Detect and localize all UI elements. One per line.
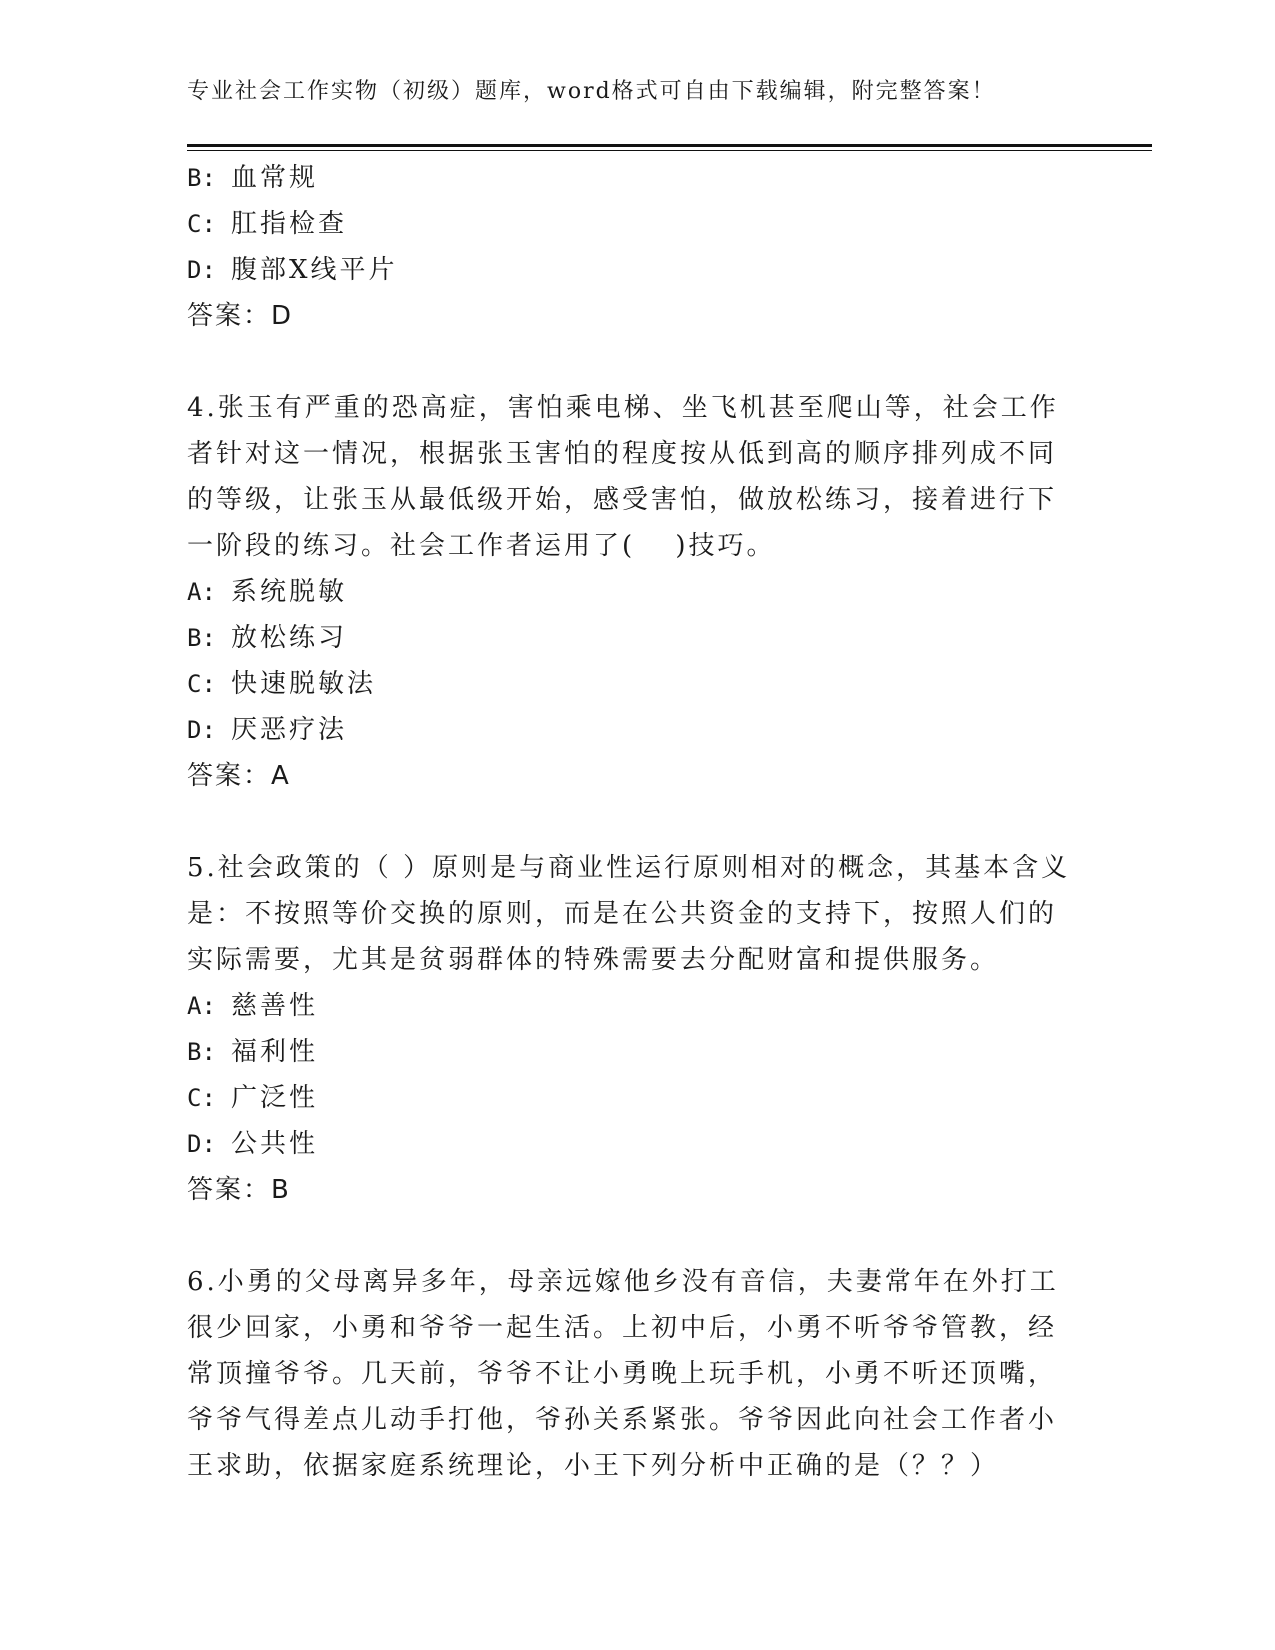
option-letter: D: — [187, 716, 216, 744]
option-letter: C: — [187, 1084, 216, 1112]
stem-line: 很少回家，小勇和爷爷一起生活。上初中后，小勇不听爷爷管教，经 — [187, 1313, 1058, 1343]
question-4-options — [187, 569, 1067, 753]
option-text: 慈善性 — [231, 991, 319, 1021]
option-text: 快速脱敏法 — [231, 669, 377, 699]
option-d — [187, 247, 1067, 293]
option-c — [187, 661, 1067, 707]
stem-line: 爷爷气得差点儿动手打他，爷孙关系紧张。爷爷因此向社会工作者小 — [187, 1405, 1058, 1435]
option-letter: B: — [187, 164, 216, 192]
option-letter: A: — [187, 578, 216, 606]
option-text: 肛指检查 — [231, 209, 348, 239]
question-5-options — [187, 983, 1067, 1167]
option-letter: B: — [187, 624, 216, 652]
stem-line: 的等级，让张玉从最低级开始，感受害怕，做放松练习，接着进行下 — [187, 485, 1058, 515]
question-4-stem — [187, 385, 1067, 569]
question-3-answer: 答案：D — [187, 301, 294, 331]
stem-line: 王求助，依据家庭系统理论，小王下列分析中正确的是（？？） — [187, 1451, 1000, 1481]
stem-line: 实际需要，尤其是贫弱群体的特殊需要去分配财富和提供服务。 — [187, 945, 1000, 975]
option-letter: C: — [187, 670, 216, 698]
option-c — [187, 201, 1067, 247]
question-3-options — [187, 155, 1067, 293]
option-letter: A: — [187, 992, 216, 1020]
spacer — [187, 1213, 1067, 1259]
question-6-stem — [187, 1259, 1067, 1489]
option-text: 系统脱敏 — [231, 577, 348, 607]
option-b — [187, 615, 1067, 661]
stem-line: 常顶撞爷爷。几天前，爷爷不让小勇晚上玩手机，小勇不听还顶嘴， — [187, 1359, 1058, 1389]
question-5-stem — [187, 845, 1071, 983]
stem-line: 一阶段的练习。社会工作者运用了( )技巧。 — [187, 531, 776, 561]
option-text: 厌恶疗法 — [231, 715, 348, 745]
stem-line: 是：不按照等价交换的原则，而是在公共资金的支持下，按照人们的 — [187, 899, 1058, 929]
option-text: 放松练习 — [231, 623, 348, 653]
stem-line: 5.社会政策的（ ）原则是与商业性运行原则相对的概念，其基本含义 — [187, 853, 1071, 883]
option-d — [187, 1121, 1067, 1167]
option-letter: D: — [187, 256, 216, 284]
option-letter: B: — [187, 1038, 216, 1066]
option-c — [187, 1075, 1067, 1121]
stem-line: 6.小勇的父母离异多年，母亲远嫁他乡没有音信，夫妻常年在外打工 — [187, 1267, 1059, 1297]
option-a — [187, 569, 1067, 615]
stem-line: 4.张玉有严重的恐高症，害怕乘电梯、坐飞机甚至爬山等，社会工作 — [187, 393, 1059, 423]
option-text: 公共性 — [231, 1129, 319, 1159]
option-b — [187, 155, 1067, 201]
option-letter: C: — [187, 210, 216, 238]
option-b — [187, 1029, 1067, 1075]
question-5-answer: 答案：B — [187, 1175, 291, 1205]
question-content — [187, 155, 1071, 1489]
page-header: 专业社会工作实物（初级）题库，word格式可自由下载编辑，附完整答案！ — [187, 79, 996, 104]
option-d — [187, 707, 1067, 753]
stem-line: 者针对这一情况，根据张玉害怕的程度按从低到高的顺序排列成不同 — [187, 439, 1058, 469]
header-rule-thin — [187, 150, 1152, 151]
spacer — [187, 799, 1067, 845]
option-a — [187, 983, 1067, 1029]
question-4-answer: 答案：A — [187, 761, 291, 791]
spacer — [187, 339, 1067, 385]
option-text: 血常规 — [231, 163, 319, 193]
option-text: 腹部X线平片 — [231, 255, 398, 285]
option-text: 福利性 — [231, 1037, 319, 1067]
option-letter: D: — [187, 1130, 216, 1158]
option-text: 广泛性 — [231, 1083, 319, 1113]
header-rule-thick — [187, 144, 1152, 147]
